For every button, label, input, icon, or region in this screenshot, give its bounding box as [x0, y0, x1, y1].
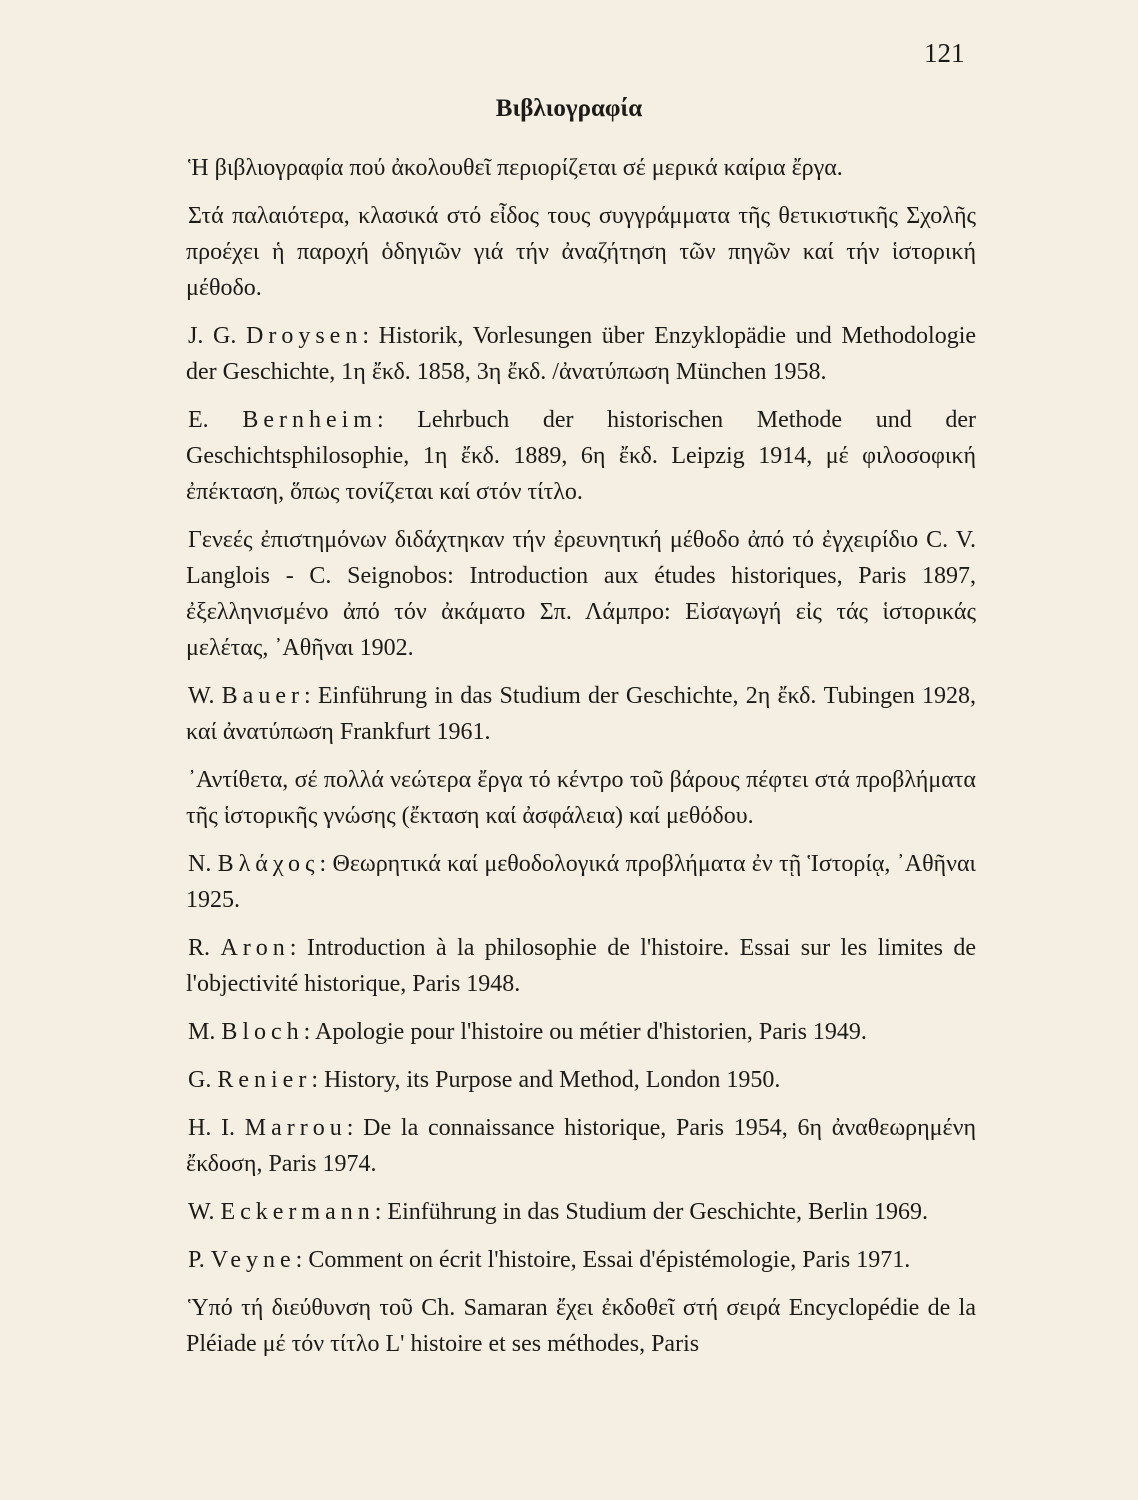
page-title: Βιβλιογραφία: [495, 95, 643, 122]
positivist-paragraph: Στά παλαιότερα, κλασικά στό εἶδος τους συγγράμματα τῆς θετικιστικῆς Σχολῆς προέχει ἡ παροχή ὁδηγιῶν γιά τήν ἀναζήτηση τῶν πηγῶν καί τήν ἱστορική μέθοδο.: [186, 203, 976, 301]
bib-entry-marrou: H. I. Marrou: De la connaissance historique, Paris 1954, 6η ἀναθεωρημένη ἔκδοση, Paris 1974.: [186, 1115, 976, 1177]
bib-entry-droysen: J. G. Droysen: Historik, Vorlesungen über Enzyklopädie und Methodologie der Geschichte, 1η ἔκδ. 1858, 3η ἔκδ. /ἀνατύπωση München 1958.: [186, 323, 977, 385]
page-number: 121: [924, 38, 965, 68]
intro-paragraph: Ἡ βιβλιογραφία πού ἀκολουθεῖ περιορίζεται σέ μερικά καίρια ἔργα.: [188, 155, 843, 181]
bib-entry-bloch: M. Bloch: Apologie pour l'histoire ou métier d'historien, Paris 1949.: [188, 1019, 867, 1045]
bib-entry-vlachos: N. Βλάχος: Θεωρητικά καί μεθοδολογικά προβλήματα ἐν τῇ Ἱστορίᾳ, ᾿Αθῆναι 1925.: [186, 851, 976, 913]
bib-entry-veyne: P. Veyne: Comment on écrit l'histoire, Essai d'épistémologie, Paris 1971.: [188, 1247, 911, 1273]
modern-works-paragraph: ᾿Αντίθετα, σέ πολλά νεώτερα ἔργα τό κέντρο τοῦ βάρους πέφτει στά προβλήματα τῆς ἱστορικῆς γνώσης (ἔκταση καί ἀσφάλεια) καί μεθόδου.: [186, 767, 976, 829]
bib-entry-bernheim: E. Bernheim: Lehrbuch der historischen Methode und der Geschichtsphilosophie, 1η ἔκδ. 1889, 6η ἔκδ. Leipzig 1914, μέ φιλοσοφική ἐπέκταση, ὅπως τονίζεται καί στόν τίτλο.: [186, 407, 976, 505]
bib-entry-aron: R. Aron: Introduction à la philosophie de l'histoire. Essai sur les limites de l'objectivité historique, Paris 1948.: [186, 935, 977, 997]
samaran-paragraph: Ὑπό τή διεύθυνση τοῦ Ch. Samaran ἔχει ἐκδοθεῖ στή σειρά Encyclopédie de la Pléiade μέ τόν τίτλο L' histoire et ses méthodes, Paris: [186, 1295, 976, 1357]
langlois-paragraph: Γενεές ἐπιστημόνων διδάχτηκαν τήν ἐρευνητική μέθοδο ἀπό τό ἐγχειρίδιο C. V. Langlois - C. Seignobos: Introduction aux études historiques, Paris 1897, ἐξελληνισμένο ἀπό τόν ἀκάματο Σπ. Λάμπρο: Εἰσαγωγή εἰς τάς ἱστορικάς μελέτας, ᾿Αθῆναι 1902.: [186, 527, 976, 661]
bib-entry-eckermann: W. Eckermann: Einführung in das Studium der Geschichte, Berlin 1969.: [188, 1199, 928, 1225]
bib-entry-bauer: W. Bauer: Einführung in das Studium der Geschichte, 2η ἔκδ. Tubingen 1928, καί ἀνατύπωση Frankfurt 1961.: [186, 683, 976, 745]
bib-entry-renier: G. Renier: History, its Purpose and Method, London 1950.: [188, 1067, 781, 1093]
bibliography-body: [186, 150, 976, 1374]
